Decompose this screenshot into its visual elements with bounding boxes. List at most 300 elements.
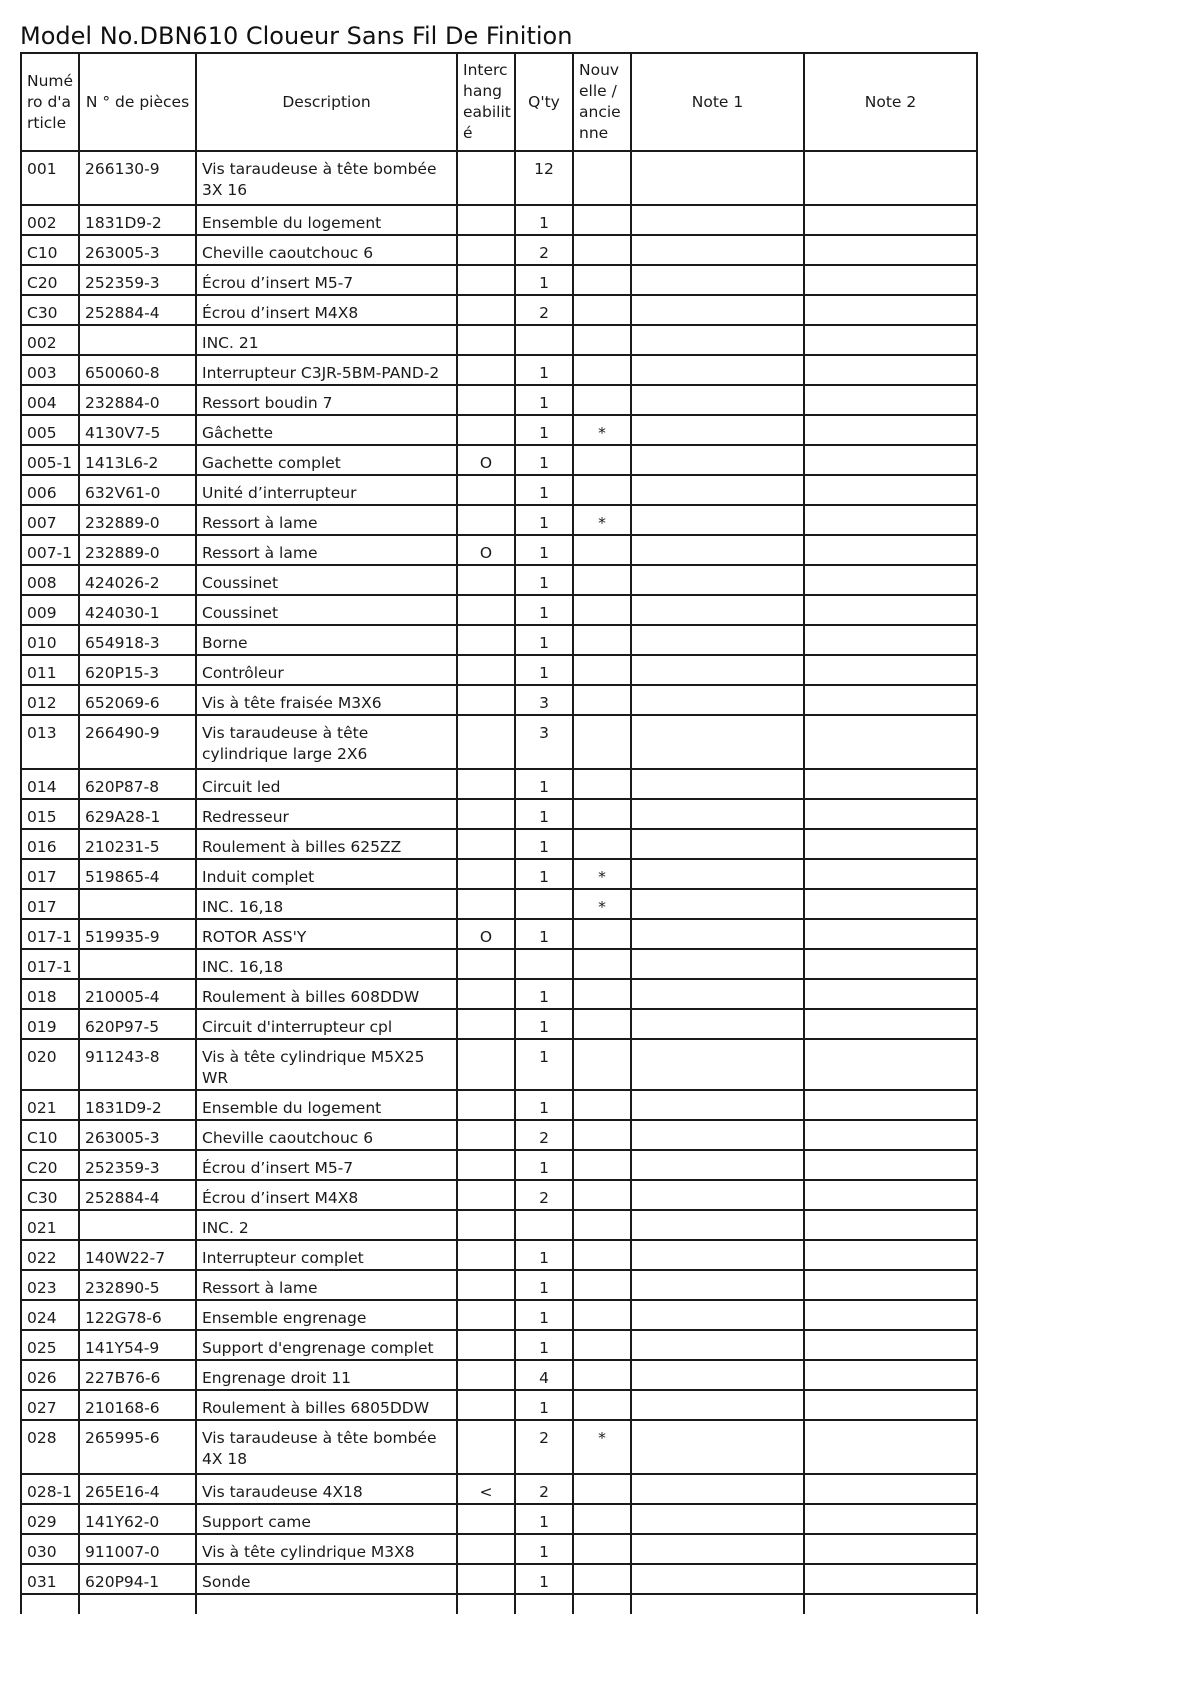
quantity-cell: 1 [515,979,573,1009]
note-1-cell [631,829,804,859]
description-cell: Ressort boudin 7 [196,385,457,415]
description-cell: Support came [196,1504,457,1534]
empty-cell [631,1594,804,1614]
quantity-cell: 1 [515,415,573,445]
new-old-cell [573,1039,631,1090]
note-2-cell [804,295,977,325]
item-number-cell: 004 [21,385,79,415]
item-number-cell: 014 [21,769,79,799]
new-old-cell [573,475,631,505]
interchangeability-cell [457,295,515,325]
interchangeability-cell [457,769,515,799]
interchangeability-cell [457,1300,515,1330]
new-old-cell [573,1564,631,1594]
new-old-cell [573,595,631,625]
description-cell: INC. 21 [196,325,457,355]
table-row [21,1009,977,1039]
note-2-cell [804,1474,977,1504]
table-row [21,1210,977,1240]
description-cell: Écrou d’insert M5-7 [196,265,457,295]
new-old-cell: * [573,415,631,445]
new-old-cell [573,565,631,595]
quantity-cell: 1 [515,445,573,475]
table-row [21,1090,977,1120]
item-number-cell: 017-1 [21,949,79,979]
item-number-cell: C20 [21,265,79,295]
item-number-cell: 012 [21,685,79,715]
quantity-cell: 1 [515,1504,573,1534]
table-row [21,1390,977,1420]
new-old-cell [573,1240,631,1270]
part-number-cell [79,889,196,919]
interchangeability-cell [457,1534,515,1564]
item-number-cell: C10 [21,1120,79,1150]
new-old-cell [573,445,631,475]
description-cell: Vis taraudeuse à tête bombée 3X 16 [196,151,457,205]
quantity-cell: 1 [515,385,573,415]
table-row [21,829,977,859]
new-old-cell [573,1009,631,1039]
description-cell: Cheville caoutchouc 6 [196,235,457,265]
description-cell: Écrou d’insert M5-7 [196,1150,457,1180]
note-2-cell [804,1180,977,1210]
note-2-cell [804,1210,977,1240]
header-part-number: N ° de pièces [79,53,196,151]
note-1-cell [631,505,804,535]
part-number-cell: 252359-3 [79,1150,196,1180]
part-number-cell: 232889-0 [79,535,196,565]
description-cell: Coussinet [196,565,457,595]
quantity-cell [515,889,573,919]
part-number-cell: 629A28-1 [79,799,196,829]
part-number-cell: 1831D9-2 [79,205,196,235]
interchangeability-cell [457,949,515,979]
header-row [21,53,977,151]
table-row [21,475,977,505]
note-2-cell [804,1009,977,1039]
interchangeability-cell [457,595,515,625]
new-old-cell: * [573,889,631,919]
item-number-cell: 028-1 [21,1474,79,1504]
part-number-cell: 266490-9 [79,715,196,769]
note-2-cell [804,829,977,859]
table-row [21,355,977,385]
part-number-cell: 263005-3 [79,1120,196,1150]
interchangeability-cell [457,829,515,859]
new-old-cell [573,235,631,265]
note-1-cell [631,265,804,295]
part-number-cell: 266130-9 [79,151,196,205]
item-number-cell: 030 [21,1534,79,1564]
interchangeability-cell [457,655,515,685]
note-2-cell [804,1039,977,1090]
item-number-cell: 010 [21,625,79,655]
empty-cell [79,1594,196,1614]
part-number-cell: 650060-8 [79,355,196,385]
item-number-cell: 021 [21,1210,79,1240]
interchangeability-cell [457,235,515,265]
quantity-cell: 2 [515,235,573,265]
table-row [21,1420,977,1474]
note-1-cell [631,1270,804,1300]
part-number-cell: 911243-8 [79,1039,196,1090]
description-cell: Contrôleur [196,655,457,685]
item-number-cell: 017 [21,859,79,889]
note-2-cell [804,859,977,889]
description-cell: Support d'engrenage complet [196,1330,457,1360]
note-1-cell [631,205,804,235]
description-cell: Unité d’interrupteur [196,475,457,505]
note-1-cell [631,475,804,505]
interchangeability-cell [457,385,515,415]
table-row [21,595,977,625]
quantity-cell: 1 [515,1300,573,1330]
interchangeability-cell [457,1330,515,1360]
note-1-cell [631,415,804,445]
note-1-cell [631,325,804,355]
new-old-cell [573,1180,631,1210]
description-cell: Ensemble du logement [196,205,457,235]
item-number-cell: 019 [21,1009,79,1039]
part-number-cell: 141Y62-0 [79,1504,196,1534]
note-2-cell [804,505,977,535]
part-number-cell: 620P87-8 [79,769,196,799]
quantity-cell: 2 [515,1474,573,1504]
new-old-cell [573,1090,631,1120]
note-2-cell [804,1240,977,1270]
table-row [21,799,977,829]
part-number-cell: 424030-1 [79,595,196,625]
part-number-cell: 519935-9 [79,919,196,949]
note-1-cell [631,355,804,385]
interchangeability-cell [457,1039,515,1090]
part-number-cell: 252359-3 [79,265,196,295]
quantity-cell: 1 [515,265,573,295]
description-cell: INC. 16,18 [196,949,457,979]
note-1-cell [631,685,804,715]
description-cell: Écrou d’insert M4X8 [196,295,457,325]
description-cell: Sonde [196,1564,457,1594]
part-number-cell: 1831D9-2 [79,1090,196,1120]
description-cell: Vis taraudeuse à tête bombée 4X 18 [196,1420,457,1474]
quantity-cell: 1 [515,625,573,655]
interchangeability-cell [457,325,515,355]
part-number-cell: 232884-0 [79,385,196,415]
item-number-cell: 003 [21,355,79,385]
table-row [21,655,977,685]
interchangeability-cell: O [457,445,515,475]
description-cell: Borne [196,625,457,655]
quantity-cell: 1 [515,859,573,889]
interchangeability-cell [457,625,515,655]
empty-cell [573,1594,631,1614]
item-number-cell: 018 [21,979,79,1009]
interchangeability-cell [457,1240,515,1270]
quantity-cell [515,325,573,355]
new-old-cell [573,919,631,949]
note-2-cell [804,625,977,655]
note-2-cell [804,1390,977,1420]
interchangeability-cell [457,1120,515,1150]
table-row [21,685,977,715]
quantity-cell: 3 [515,715,573,769]
table-row [21,205,977,235]
new-old-cell: * [573,859,631,889]
item-number-cell: C10 [21,235,79,265]
note-1-cell [631,1420,804,1474]
new-old-cell [573,625,631,655]
new-old-cell [573,1210,631,1240]
note-1-cell [631,949,804,979]
note-2-cell [804,325,977,355]
new-old-cell [573,535,631,565]
quantity-cell: 1 [515,535,573,565]
part-number-cell: 265E16-4 [79,1474,196,1504]
table-row [21,385,977,415]
description-cell: Circuit d'interrupteur cpl [196,1009,457,1039]
new-old-cell: * [573,1420,631,1474]
note-1-cell [631,1390,804,1420]
item-number-cell: 028 [21,1420,79,1474]
part-number-cell: 210168-6 [79,1390,196,1420]
table-row [21,151,977,205]
part-number-cell: 632V61-0 [79,475,196,505]
description-cell: Interrupteur C3JR-5BM-PAND-2 [196,355,457,385]
note-2-cell [804,535,977,565]
quantity-cell [515,949,573,979]
note-1-cell [631,1039,804,1090]
note-1-cell [631,799,804,829]
new-old-cell [573,769,631,799]
description-cell: Roulement à billes 6805DDW [196,1390,457,1420]
header-quantity: Q'ty [515,53,573,151]
new-old-cell [573,1270,631,1300]
note-2-cell [804,949,977,979]
new-old-cell [573,205,631,235]
item-number-cell: 006 [21,475,79,505]
description-cell: Ressort à lame [196,505,457,535]
note-1-cell [631,535,804,565]
interchangeability-cell: < [457,1474,515,1504]
document-title: Model No.DBN610 Cloueur Sans Fil De Finition [20,22,573,50]
item-number-cell: 026 [21,1360,79,1390]
table-row [21,265,977,295]
description-cell: Écrou d’insert M4X8 [196,1180,457,1210]
quantity-cell: 1 [515,505,573,535]
part-number-cell: 620P94-1 [79,1564,196,1594]
part-number-cell [79,325,196,355]
description-cell: Gâchette [196,415,457,445]
new-old-cell [573,1300,631,1330]
note-1-cell [631,1300,804,1330]
table-row [21,1150,977,1180]
part-number-cell: 232889-0 [79,505,196,535]
part-number-cell: 227B76-6 [79,1360,196,1390]
table-row [21,235,977,265]
part-number-cell: 519865-4 [79,859,196,889]
interchangeability-cell [457,1090,515,1120]
note-2-cell [804,385,977,415]
table-row [21,445,977,475]
interchangeability-cell [457,265,515,295]
quantity-cell: 12 [515,151,573,205]
item-number-cell: 011 [21,655,79,685]
note-1-cell [631,1240,804,1270]
quantity-cell: 1 [515,355,573,385]
part-number-cell: 252884-4 [79,1180,196,1210]
new-old-cell [573,829,631,859]
quantity-cell: 4 [515,1360,573,1390]
table-row [21,325,977,355]
note-1-cell [631,595,804,625]
part-number-cell: 265995-6 [79,1420,196,1474]
part-number-cell: 620P97-5 [79,1009,196,1039]
description-cell: Cheville caoutchouc 6 [196,1120,457,1150]
note-2-cell [804,1090,977,1120]
note-2-cell [804,1120,977,1150]
quantity-cell: 1 [515,595,573,625]
note-1-cell [631,1474,804,1504]
table-row [21,1300,977,1330]
note-1-cell [631,715,804,769]
table-row [21,1360,977,1390]
new-old-cell [573,949,631,979]
interchangeability-cell [457,1360,515,1390]
note-2-cell [804,415,977,445]
interchangeability-cell [457,1504,515,1534]
quantity-cell [515,1210,573,1240]
item-number-cell: C30 [21,295,79,325]
note-1-cell [631,979,804,1009]
note-1-cell [631,1150,804,1180]
note-2-cell [804,151,977,205]
note-2-cell [804,595,977,625]
note-2-cell [804,715,977,769]
part-number-cell: 210005-4 [79,979,196,1009]
note-2-cell [804,1564,977,1594]
note-2-cell [804,265,977,295]
quantity-cell: 1 [515,1390,573,1420]
table-row [21,565,977,595]
quantity-cell: 1 [515,1039,573,1090]
header-interchangeability: Interc hang eabilit é [457,53,515,151]
description-cell: Roulement à billes 625ZZ [196,829,457,859]
quantity-cell: 1 [515,1009,573,1039]
note-2-cell [804,445,977,475]
description-cell: Gachette complet [196,445,457,475]
table-row [21,979,977,1009]
description-cell: Interrupteur complet [196,1240,457,1270]
table-row [21,1330,977,1360]
part-number-cell: 652069-6 [79,685,196,715]
new-old-cell [573,799,631,829]
new-old-cell: * [573,505,631,535]
interchangeability-cell [457,475,515,505]
quantity-cell: 1 [515,655,573,685]
empty-cell [196,1594,457,1614]
note-1-cell [631,1504,804,1534]
interchangeability-cell [457,1420,515,1474]
description-cell: Ressort à lame [196,535,457,565]
new-old-cell [573,1474,631,1504]
note-1-cell [631,1009,804,1039]
note-2-cell [804,1270,977,1300]
note-2-cell [804,1534,977,1564]
description-cell: Redresseur [196,799,457,829]
part-number-cell: 122G78-6 [79,1300,196,1330]
table-row [21,1039,977,1090]
interchangeability-cell [457,1210,515,1240]
item-number-cell: 024 [21,1300,79,1330]
note-2-cell [804,235,977,265]
new-old-cell [573,1534,631,1564]
note-1-cell [631,385,804,415]
note-1-cell [631,625,804,655]
description-cell: Roulement à billes 608DDW [196,979,457,1009]
interchangeability-cell [457,1270,515,1300]
note-2-cell [804,1300,977,1330]
note-2-cell [804,1360,977,1390]
interchangeability-cell [457,799,515,829]
empty-cell [804,1594,977,1614]
table-row [21,859,977,889]
interchangeability-cell [457,859,515,889]
item-number-cell: 001 [21,151,79,205]
note-2-cell [804,475,977,505]
item-number-cell: 009 [21,595,79,625]
table-row-continued [21,1594,977,1614]
part-number-cell: 654918-3 [79,625,196,655]
note-2-cell [804,1330,977,1360]
note-1-cell [631,769,804,799]
part-number-cell: 263005-3 [79,235,196,265]
new-old-cell [573,979,631,1009]
quantity-cell: 1 [515,1564,573,1594]
empty-cell [457,1594,515,1614]
note-1-cell [631,1180,804,1210]
quantity-cell: 1 [515,769,573,799]
description-cell: Vis à tête fraisée M3X6 [196,685,457,715]
item-number-cell: 005-1 [21,445,79,475]
note-2-cell [804,565,977,595]
note-1-cell [631,1360,804,1390]
note-2-cell [804,919,977,949]
quantity-cell: 1 [515,1330,573,1360]
part-number-cell [79,1210,196,1240]
interchangeability-cell [457,979,515,1009]
table-row [21,715,977,769]
note-1-cell [631,235,804,265]
description-cell: Vis à tête cylindrique M5X25 WR [196,1039,457,1090]
parts-table [20,52,978,1614]
item-number-cell: 016 [21,829,79,859]
item-number-cell: 007-1 [21,535,79,565]
new-old-cell [573,355,631,385]
note-1-cell [631,655,804,685]
note-1-cell [631,445,804,475]
interchangeability-cell [457,415,515,445]
item-number-cell: 015 [21,799,79,829]
note-1-cell [631,859,804,889]
item-number-cell: 017-1 [21,919,79,949]
table-row [21,1180,977,1210]
note-1-cell [631,151,804,205]
description-cell: Engrenage droit 11 [196,1360,457,1390]
new-old-cell [573,265,631,295]
header-new-old: Nouv elle / ancie nne [573,53,631,151]
note-2-cell [804,1504,977,1534]
interchangeability-cell [457,685,515,715]
